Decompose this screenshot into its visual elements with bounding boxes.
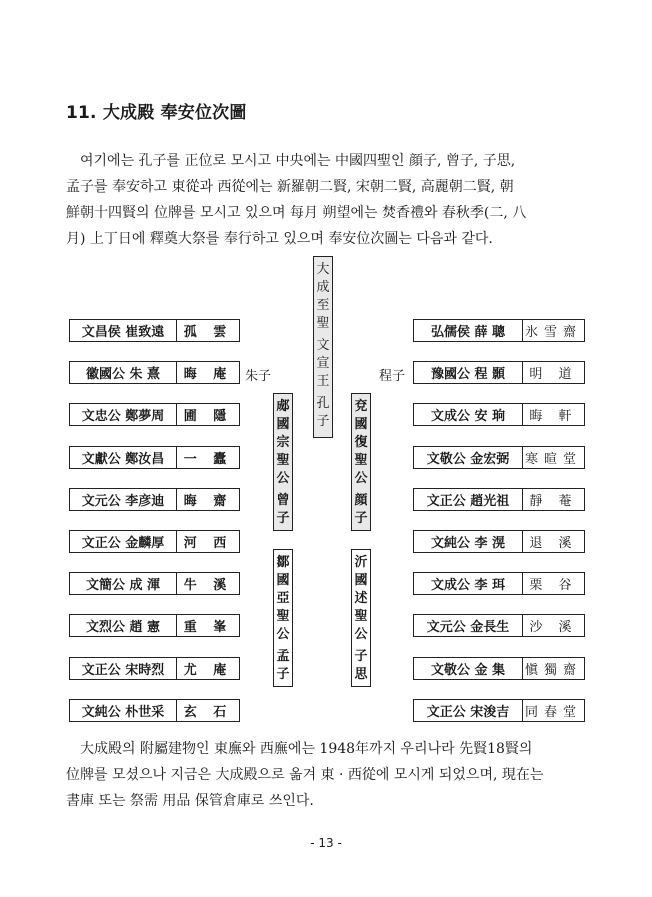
entry-name: 文烈公 趙 憲 bbox=[70, 615, 177, 636]
outro-line: 大成殿의 附屬建物인 東廡와 西廡에는 1948年까지 우리나라 先賢18賢의 bbox=[80, 741, 533, 757]
east-list-entry bbox=[413, 530, 585, 553]
side-label-right: 程子 bbox=[379, 369, 406, 384]
section-heading: 11. 大成殿 奉安位次圖 bbox=[66, 103, 247, 123]
zengzi-tablet bbox=[273, 393, 293, 531]
mengzi-text: 鄒 國 亞 聖 公 孟 子 bbox=[276, 555, 290, 682]
confucius-tablet bbox=[313, 256, 333, 438]
east-list-entry bbox=[413, 446, 585, 469]
entry-name: 豫國公 程 顥 bbox=[414, 362, 523, 383]
entry-ho: 寒暄堂 bbox=[524, 452, 582, 467]
confucius-text: 大 成 至 聖 文 宣 王 孔 子 bbox=[316, 262, 330, 429]
entry-name: 弘儒侯 薛 聰 bbox=[414, 320, 523, 341]
entry-ho: 靜 菴 bbox=[529, 494, 578, 509]
yanzi-text: 兗 國 復 聖 公 顔 子 bbox=[354, 399, 368, 526]
intro-line: 여기에는 孔子를 正位로 모시고 中央에는 中國四聖인 顔子, 曾子, 子思, bbox=[80, 153, 516, 169]
west-list-entry bbox=[69, 319, 240, 342]
west-list-entry bbox=[69, 614, 240, 637]
west-list-entry bbox=[69, 488, 240, 511]
outro-line: 書庫 또는 祭需 用品 保管倉庫로 쓰인다. bbox=[66, 793, 314, 809]
intro-line: 孟子를 奉安하고 東從과 西從에는 新羅朝二賢, 宋朝二賢, 高麗朝二賢, 朝 bbox=[66, 179, 514, 195]
west-list-entry bbox=[69, 403, 240, 426]
east-list-entry bbox=[413, 403, 585, 426]
entry-ho: 氷雪齋 bbox=[524, 325, 582, 340]
east-list-entry bbox=[413, 361, 585, 384]
entry-ho: 河 西 bbox=[183, 536, 233, 551]
entry-ho: 圃 隱 bbox=[183, 409, 233, 424]
entry-ho: 愼獨齋 bbox=[524, 663, 582, 678]
east-list-entry bbox=[413, 572, 585, 595]
entry-ho: 尤 庵 bbox=[183, 663, 233, 678]
entry-name: 文昌侯 崔致遠 bbox=[70, 320, 177, 341]
entry-name: 文純公 李 滉 bbox=[414, 531, 523, 552]
entry-ho: 同春堂 bbox=[524, 705, 582, 720]
zengzi-text: 郕 國 宗 聖 公 曾 子 bbox=[276, 399, 290, 526]
entry-name: 文敬公 金宏弼 bbox=[414, 447, 523, 468]
entry-ho: 栗 谷 bbox=[529, 578, 578, 593]
entry-ho: 晦 齋 bbox=[183, 494, 233, 509]
entry-name: 文元公 李彦迪 bbox=[70, 489, 177, 510]
zisi-text: 沂 國 述 聖 公 子 思 bbox=[354, 555, 368, 682]
east-list-entry bbox=[413, 699, 585, 722]
entry-ho: 沙 溪 bbox=[529, 620, 578, 635]
west-list-entry bbox=[69, 530, 240, 553]
entry-name: 文正公 宋時烈 bbox=[70, 658, 177, 679]
entry-ho: 玄 石 bbox=[183, 705, 233, 720]
entry-name: 文元公 金長生 bbox=[414, 615, 523, 636]
yanzi-tablet bbox=[351, 393, 371, 531]
entry-ho: 一 蠹 bbox=[183, 452, 233, 467]
entry-ho: 晦 庵 bbox=[183, 367, 233, 382]
entry-name: 文成公 安 珦 bbox=[414, 404, 523, 425]
east-list-entry bbox=[413, 319, 585, 342]
west-list-entry bbox=[69, 361, 240, 384]
intro-line: 鮮朝十四賢의 位牌를 모시고 있으며 每月 朔望에는 焚香禮와 春秋季(二, 八 bbox=[66, 205, 527, 221]
entry-name: 文成公 李 珥 bbox=[414, 573, 523, 594]
entry-name: 文忠公 鄭夢周 bbox=[70, 404, 177, 425]
west-list-entry bbox=[69, 699, 240, 722]
entry-name: 徽國公 朱 熹 bbox=[70, 362, 177, 383]
intro-paragraph bbox=[66, 148, 588, 252]
page-number: - 13 - bbox=[310, 836, 342, 850]
west-list-entry bbox=[69, 446, 240, 469]
east-list-entry bbox=[413, 488, 585, 511]
entry-name: 文獻公 鄭汝昌 bbox=[70, 447, 177, 468]
entry-ho: 明 道 bbox=[529, 367, 578, 382]
west-list-entry bbox=[69, 657, 240, 680]
entry-ho: 孤 雲 bbox=[183, 325, 233, 340]
entry-name: 文正公 趙光祖 bbox=[414, 489, 523, 510]
intro-line: 月) 上丁日에 釋奠大祭를 奉行하고 있으며 奉安位次圖는 다음과 같다. bbox=[66, 231, 493, 247]
side-label-left: 朱子 bbox=[245, 369, 272, 384]
entry-name: 文正公 金麟厚 bbox=[70, 531, 177, 552]
entry-ho: 晦 軒 bbox=[529, 409, 578, 424]
outro-paragraph bbox=[66, 736, 588, 814]
entry-name: 文純公 朴世采 bbox=[70, 700, 177, 721]
east-list-entry bbox=[413, 614, 585, 637]
zisi-tablet bbox=[351, 549, 371, 687]
entry-ho: 退 溪 bbox=[529, 536, 578, 551]
entry-ho: 重 峯 bbox=[183, 620, 233, 635]
entry-ho: 牛 溪 bbox=[183, 578, 233, 593]
entry-name: 文敬公 金 集 bbox=[414, 658, 523, 679]
entry-name: 文簡公 成 渾 bbox=[70, 573, 177, 594]
outro-line: 位牌를 모셨으나 지금은 大成殿으로 옮겨 東 · 西從에 모시게 되었으며, 現在는 bbox=[66, 767, 544, 783]
east-list-entry bbox=[413, 657, 585, 680]
entry-name: 文正公 宋浚吉 bbox=[414, 700, 523, 721]
mengzi-tablet bbox=[273, 549, 293, 687]
west-list-entry bbox=[69, 572, 240, 595]
